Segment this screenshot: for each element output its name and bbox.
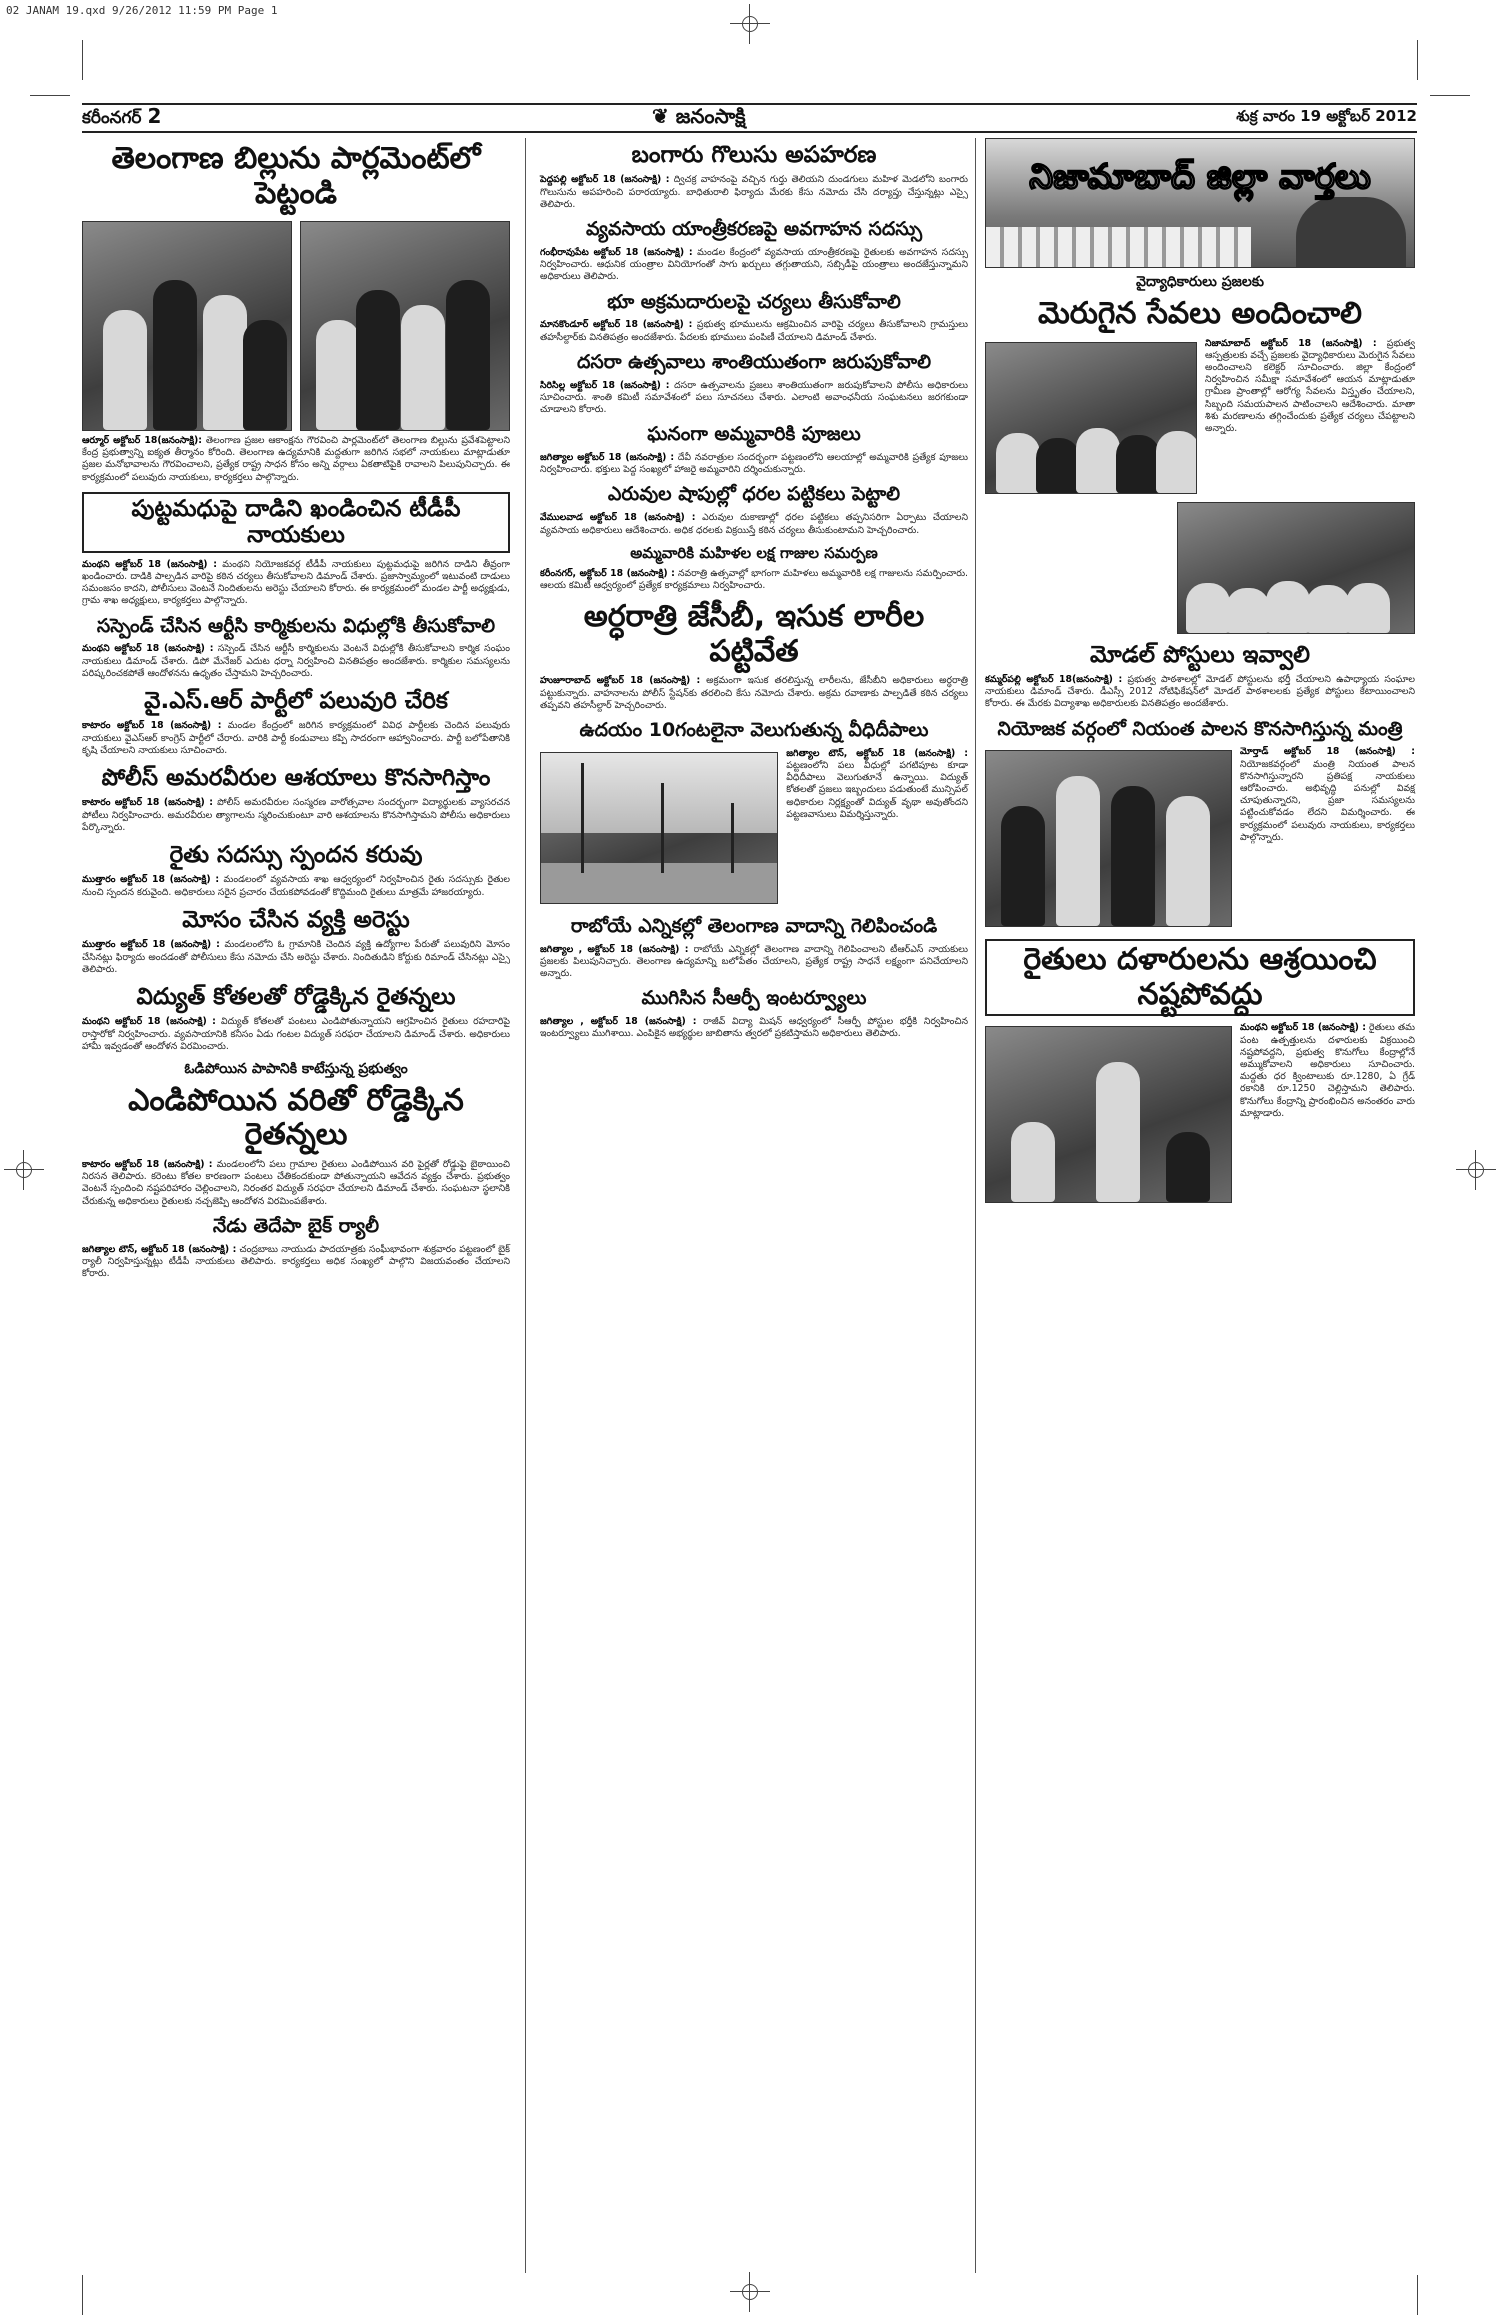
article-body: అక్రమంగా ఇసుక తరలిస్తున్న లారీలను, జేసీబీని అధికారులు అర్ధరాత్రి పట్టుకున్నారు. వాహనాలను పోలీస్ స్టేషన్‌కు తరలించి కేసు నమోదు చేశారు. అక్రమ రవాణాకు పాల్పడితే కఠిన చర్యలు తప్పవని తహసీల్దార్ హెచ్చరించారు. <box>540 675 969 711</box>
article-headline: నియోజక వర్గంలో నియంత పాలన కొనసాగిస్తున్న మంత్రి <box>997 717 1403 740</box>
banner-title: నిజామాబాద్ జిల్లా వార్తలు <box>1029 157 1371 197</box>
crop-mark <box>1417 2275 1418 2315</box>
dateline: జగిత్యాల అక్టోబర్ 18 (జనంసాక్షి) : <box>540 452 675 464</box>
meeting-photo <box>985 342 1197 494</box>
street-light-photo <box>540 752 778 904</box>
article-body: ఎరువుల దుకాణాల్లో ధరల పట్టికలు తప్పనిసరిగా ఏర్పాటు చేయాలని వ్యవసాయ అధికారులు ఆదేశించారు. అధిక ధరలకు విక్రయిస్తే కఠిన చర్యలు తీసుకుంటామని హెచ్చరించారు. <box>540 512 968 536</box>
crop-mark <box>82 2275 83 2315</box>
article-farmer-meet <box>82 842 510 899</box>
registration-mark-top <box>730 4 770 44</box>
edition-name: కరీంనగర్ <box>82 108 142 128</box>
dateline: మంథని అక్టోబర్ 18 (జనంసాక్షి) : <box>82 643 214 655</box>
article-body: మండలంలో వ్యవసాయ శాఖ ఆధ్వర్యంలో నిర్వహించిన రైతు సదస్సుకు రైతుల నుంచి స్పందన కరువైంది. అధికారులు సరైన ప్రచారం చేయకపోవడంతో కొద్దిమంది రైతులు మాత్రమే హాజరయ్యారు. <box>82 874 510 898</box>
article-kicker: వైద్యాధికారులు ప్రజలకు <box>1135 274 1264 290</box>
article-body: ద్విచక్ర వాహనంపై వచ్చిన గుర్తు తెలియని దుండగులు మహిళ మెడలోని బంగారు గొలుసును అపహరించి పరారయ్యారు. బాధితురాలి ఫిర్యాదు మేరకు కేసు నమోదు చేసి దర్యాప్తు చేస్తున్నట్లు ఎస్సై తెలిపారు. <box>540 174 968 210</box>
masthead <box>82 103 1417 133</box>
dateline: హుజూరాబాద్ అక్టోబర్ 18 (జనంసాక్షి) : <box>540 675 701 687</box>
article-headline: మోసం చేసిన వ్యక్తి అరెస్టు <box>182 906 410 933</box>
news-photo <box>300 221 510 431</box>
dateline: కాటారం అక్టోబర్ 18 (జనంసాక్షి) : <box>82 797 213 809</box>
article-dasara <box>540 352 968 416</box>
column-middle <box>540 138 968 1049</box>
article-headline: అమ్మవారికి మహిళల లక్ష గాజుల సమర్పణ <box>630 543 878 562</box>
article-body: చంద్రబాబు నాయుడు పాదయాత్రకు సంఘీభావంగా శుక్రవారం పట్టణంలో బైక్ ర్యాలీ నిర్వహిస్తున్నట్లు టీడీపీ నాయకులు తెలిపారు. కార్యకర్తలు అధిక సంఖ్యలో పాల్గొని విజయవంతం చేయాలని కోరారు. <box>82 1243 510 1280</box>
article-kicker: ఓడిపోయిన పాపానికి కాటేస్తున్న ప్రభుత్వం <box>184 1060 408 1077</box>
article-bangles <box>540 545 968 593</box>
column-rule <box>525 138 526 2273</box>
page-number: 2 <box>147 104 162 128</box>
article-headline: మోడల్ పోస్టులు ఇవ్వాలి <box>1090 641 1310 668</box>
article-headline: నేడు తెదేపా బైక్ ర్యాలీ <box>212 1214 380 1237</box>
article-body: దసరా ఉత్సవాలను ప్రజలు శాంతియుతంగా జరుపుకోవాలని పోలీసు అధికారులు సూచించారు. శాంతి కమిటీ సమావేశంలో పలు సూచనలు చేశారు. ఎలాంటి అవాంఛనీయ సంఘటనలు జరగకుండా చూడాలని కోరారు. <box>540 379 968 415</box>
photo-row <box>82 217 510 435</box>
article-headline: పోలీస్ అమరవీరుల ఆశయాలు కొనసాగిస్తాం <box>101 765 491 791</box>
dateline: ముత్తారం అక్టోబర్ 18 (జనంసాక్షి) : <box>82 939 220 951</box>
article-body: దేవీ నవరాత్రుల సందర్భంగా పట్టణంలోని ఆలయాల్లో అమ్మవారికి ప్రత్యేక పూజలు నిర్వహించారు. భక్తులు పెద్ద సంఖ్యలో హాజరై అమ్మవారిని దర్శించుకున్నారు. <box>540 452 968 476</box>
dateline: మంథని అక్టోబర్ 18 (జనంసాక్షి) : <box>1240 1022 1366 1034</box>
article-farmers-middlemen <box>985 939 1415 1207</box>
article-chain-snatching <box>540 142 968 211</box>
crop-mark <box>30 95 70 96</box>
registration-mark-right <box>1456 1150 1496 1190</box>
article-headline: రైతు సదస్సు స్పందన కరువు <box>169 842 423 869</box>
article-medical-services <box>985 274 1415 634</box>
article-ysr-party <box>82 688 510 757</box>
article-headline: ఘనంగా అమ్మవారికి పూజలు <box>647 423 861 446</box>
print-slug: 02 JANAM 19.qxd 9/26/2012 11:59 PM Page 1 <box>6 4 278 17</box>
article-headline: సస్పెండ్ చేసిన ఆర్టీసి కార్మికులను విధుల్లోకి తీసుకోవాలి <box>96 614 496 637</box>
article-body: పోలీస్ అమరవీరుల సంస్మరణ వారోత్సవాల సందర్భంగా విద్యార్థులకు వ్యాసరచన పోటీలు నిర్వహించారు. అమరవీరుల త్యాగాలను స్మరించుకుంటూ వారి ఆశయాలను కొనసాగిస్తామని పోలీసు అధికారులు పేర్కొన్నారు. <box>82 797 510 833</box>
article-headline: ఎండిపోయిన వరితో రోడ్డెక్కిన రైతన్నలు <box>128 1082 464 1153</box>
column-rule <box>975 138 976 2273</box>
paper-name-text: జనంసాక్షి <box>675 103 746 128</box>
dateline: జగిత్యాల టౌన్, అక్టోబర్ 18 (జనంసాక్షి) : <box>82 1243 237 1255</box>
dateline: జగిత్యాల , అక్టోబర్ 18 (జనంసాక్షి) : <box>540 943 689 955</box>
dam-illustration <box>986 227 1251 267</box>
article-body: రాబోయే ఎన్నికల్లో తెలంగాణ వాదాన్ని గెలిపించాలని టీఆర్ఎస్ నాయకులు ప్రజలకు పిలుపునిచ్చారు. తెలంగాణ ఉద్యమాన్ని బలోపేతం చేయాలని, ప్రత్యేక రాష్ట్ర సాధనే లక్ష్యంగా పనిచేయాలని అన్నారు. <box>540 943 968 980</box>
registration-mark-bottom <box>730 2272 770 2312</box>
article-headline: వై.ఎస్.ఆర్ పార్టీలో పలువురి చేరిక <box>144 687 448 714</box>
article-dried-paddy <box>82 1061 510 1208</box>
dateline: జగిత్యాల టౌన్, అక్టోబర్ 18 (జనంసాక్షి) : <box>786 747 968 759</box>
nizamabad-district-banner <box>985 138 1415 268</box>
dateline: కాటారం అక్టోబర్ 18 (జనంసాక్షి) : <box>82 1158 213 1170</box>
paper-name <box>652 104 746 133</box>
article-telangana-bill <box>82 142 510 484</box>
article-headline: తెలంగాణ బిల్లును పార్లమెంట్‌లో పెట్టండి <box>111 141 481 211</box>
article-headline: వ్యవసాయ యాంత్రీకరణపై అవగాహన సదస్సు <box>585 218 923 241</box>
article-body: ప్రభుత్వ భూములను ఆక్రమించిన వారిపై చర్యలు తీసుకోవాలని గ్రామస్తులు తహసీల్దార్‌కు వినతిపత్రం అందజేశారు. పేదలకు భూములు పంపిణీ చేయాలని డిమాండ్ చేశారు. <box>540 319 968 343</box>
article-headline: ఎరువుల షాపుల్లో ధరల పట్టికలు పెట్టాలి <box>607 483 901 506</box>
article-body: ప్రభుత్వ ఆస్పత్రులకు వచ్చే ప్రజలకు వైద్యాధికారులు మెరుగైన సేవలు అందించాలని కలెక్టర్ సూచించారు. జిల్లా కేంద్రంలో నిర్వహించిన సమీక్షా సమావేశంలో ఆయన మాట్లాడుతూ గ్రామీణ ప్రాంతాల్లో ఆరోగ్య సేవలను విస్తృతం చేయాలని, సిబ్బంది సమయపాలన పాటించాలని ఆదేశించారు. మాతా శిశు మరణాలను తగ్గించేందుకు ప్రత్యేక చర్యలు చేపట్టాలని అన్నారు. <box>1205 337 1415 434</box>
article-body: తెలంగాణ ప్రజల ఆకాంక్షను గౌరవించి పార్లమెంట్‌లో తెలంగాణ బిల్లును ప్రవేశపెట్టాలని కేంద్ర ప్రభుత్వాన్ని ఐక్యత తీర్మానం కోరింది. తెలంగాణ ఉద్యమానికి మద్దతుగా జరిగిన సభలో నాయకులు మాట్లాడుతూ ప్రజల మనోభావాలను గౌరవించాలని, ప్రత్యేక రాష్ట్ర సాధన కోసం అన్ని వర్గాలు ఏకతాటిపైకి రావాలని పిలుపునిచ్చారు. ఈ కార్యక్రమంలో పలువురు నాయకులు, కార్యకర్తలు పాల్గొన్నారు. <box>82 435 510 483</box>
paper-logo-icon: ❦ <box>652 103 676 128</box>
article-headline: ముగిసిన సీఆర్పీ ఇంటర్వ్యూలు <box>641 987 867 1010</box>
article-headline: రైతులు దళారులను ఆశ్రయించి నష్టపోవద్దు <box>985 939 1415 1016</box>
dateline: ఆర్మూర్ అక్టోబర్ 18(జనంసాక్షి): <box>82 435 203 446</box>
article-power-cuts <box>82 984 510 1053</box>
column-right <box>985 138 1415 1215</box>
dateline: కాటారం అక్టోబర్ 18 (జనంసాక్షి) : <box>82 720 222 732</box>
article-fraud-arrest <box>82 907 510 976</box>
article-street-lights <box>540 720 968 908</box>
dateline: ముత్తారం అక్టోబర్ 18 (జనంసాక్షి) : <box>82 874 220 886</box>
masthead-edition <box>82 104 161 132</box>
article-body: నియోజకవర్గంలో మంత్రి నియంత పాలన కొనసాగిస్తున్నారని ప్రతిపక్ష నాయకులు ఆరోపించారు. అభివృద్ధి పనుల్లో వివక్ష చూపుతున్నారని, ప్రజా సమస్యలను పట్టించుకోవడం లేదని విమర్శించారు. ఈ కార్యక్రమంలో పలువురు నాయకులు, కార్యకర్తలు పాల్గొన్నారు. <box>1240 758 1415 843</box>
crop-mark <box>1417 40 1418 80</box>
article-mechanization <box>540 219 968 283</box>
article-body: ప్రభుత్వ పాఠశాలల్లో మోడల్ పోస్టులను భర్తీ చేయాలని ఉపాధ్యాయ సంఘాల నాయకులు డిమాండ్ చేశారు. డీఎస్సీ 2012 నోటిఫికేషన్‌లో మోడల్ పాఠశాలలకు ప్రత్యేక పోస్టులు కేటాయించాలని కోరారు. ఈ మేరకు విద్యాశాఖ అధికారులకు వినతిపత్రం అందజేశారు. <box>985 673 1416 710</box>
article-body: మండల కేంద్రంలో వ్యవసాయ యాంత్రీకరణపై రైతులకు అవగాహన సదస్సు నిర్వహించారు. ఆధునిక యంత్రాల వినియోగంతో సాగు ఖర్చులు తగ్గుతాయని, సబ్సిడీపై యంత్రాలు అందజేస్తున్నామని అధికారులు తెలిపారు. <box>540 246 968 283</box>
audience-photo <box>1177 502 1416 634</box>
article-body: మంథని నియోజకవర్గ టీడీపీ నాయకులు పుట్టమధుపై జరిగిన దాడిని తీవ్రంగా ఖండించారు. దాడికి పాల్పడిన వారిపై కఠిన చర్యలు తీసుకోవాలని డిమాండ్ చేశారు. ప్రజాస్వామ్యంలో ఇటువంటి దాడులు సమంజసం కాదని, పోలీసులు వెంటనే నిందితులను అరెస్టు చేయాలని కోరారు. ఈ కార్యక్రమంలో మండల పార్టీ అధ్యక్షుడు, గ్రామ శాఖ అధ్యక్షులు, కార్యకర్తలు పాల్గొన్నారు. <box>82 558 510 607</box>
dateline: మంథని అక్టోబర్ 18 (జనంసాక్షి) : <box>82 558 217 570</box>
article-headline: మెరుగైన సేవలు అందించాలి <box>1037 296 1363 331</box>
article-body: నవరాత్రి ఉత్సవాల్లో భాగంగా మహిళలు అమ్మవారికి లక్ష గాజులను సమర్పించారు. ఆలయ కమిటీ ఆధ్వర్యంలో ప్రత్యేక కార్యక్రమాలు నిర్వహించారు. <box>540 567 968 592</box>
dateline: మంథని అక్టోబర్ 18 (జనంసాక్షి) : <box>82 1016 216 1028</box>
dateline: జగిత్యాల , అక్టోబర్ 18 (జనంసాక్షి) : <box>540 1016 697 1028</box>
crop-mark <box>82 40 83 80</box>
dateline: మానకొండూర్ అక్టోబర్ 18 (జనంసాక్షి) : <box>540 319 693 331</box>
dateline: వేములవాడ అక్టోబర్ 18 (జనంసాక్షి) : <box>540 512 696 524</box>
article-body: మండలంలోని ఓ గ్రామానికి చెందిన వ్యక్తి ఉద్యోగాల పేరుతో పలువురిని మోసం చేసినట్లు ఫిర్యాదు అందడంతో పోలీసులు కేసు నమోదు చేసి అరెస్టు చేశారు. నిందితుడిని కోర్టుకు రిమాండ్ చేసినట్లు ఎస్సై తెలిపారు. <box>82 939 510 975</box>
article-body: పట్టణంలోని పలు వీధుల్లో పగటిపూట కూడా వీధిదీపాలు వెలుగుతూనే ఉన్నాయి. విద్యుత్ కోతలతో ప్రజలు ఇబ్బందులు పడుతుంటే మున్సిపల్ అధికారుల నిర్లక్ష్యంతో విద్యుత్ వృథా అవుతోందని పట్టణవాసులు విమర్శిస్తున్నారు. <box>786 760 968 820</box>
article-body: సస్పెండ్ చేసిన ఆర్టీసీ కార్మికులను వెంటనే విధుల్లోకి తీసుకోవాలని కార్మిక సంఘం నాయకులు డిమాండ్ చేశారు. డిపో మేనేజర్ ఎదుట ధర్నా నిర్వహించి వినతిపత్రం అందజేశారు. కార్మికుల సమస్యలను పరిష్కరించకపోతే ఆందోళనను ఉధృతం చేస్తామని హెచ్చరించారు. <box>82 643 510 679</box>
fort-illustration <box>1296 197 1406 267</box>
crop-mark <box>1430 95 1470 96</box>
article-body: మండల కేంద్రంలో జరిగిన కార్యక్రమంలో వివిధ పార్టీలకు చెందిన పలువురు నాయకులు వైఎస్ఆర్ కాంగ్రెస్ పార్టీలో చేరారు. వారికి పార్టీ కండువాలు కప్పి సాదరంగా ఆహ్వానించారు. పార్టీ బలోపేతానికి కృషి చేయాలని నాయకులు సూచించారు. <box>82 720 510 756</box>
article-headline: బంగారు గొలుసు అపహరణ <box>631 142 877 168</box>
procurement-photo <box>985 1026 1232 1203</box>
article-land-grabbers <box>540 292 968 344</box>
column-left <box>82 138 510 1288</box>
article-headline: పుట్టమధుపై దాడిని ఖండించిన టీడీపీ నాయకులు <box>82 492 510 553</box>
article-headline: భూ అక్రమదారులపై చర్యలు తీసుకోవాలి <box>607 290 901 313</box>
article-sand-lorries <box>540 600 968 712</box>
dateline: కమ్మర్‌పల్లి అక్టోబర్ 18(జనంసాక్షి) : <box>985 673 1123 685</box>
article-minister-rule <box>985 719 1415 932</box>
dateline: పెద్దపల్లి అక్టోబర్ 18 (జనంసాక్షి) : <box>540 174 670 186</box>
article-bike-rally <box>82 1216 510 1280</box>
article-body: రాజీవ్ విద్యా మిషన్ ఆధ్వర్యంలో సీఆర్పీ పోస్టుల భర్తీకి నిర్వహించిన ఇంటర్వ్యూలు ముగిశాయి. ఎంపికైన అభ్యర్థుల జాబితాను త్వరలో ప్రకటిస్తామని అధికారులు తెలిపారు. <box>540 1016 968 1040</box>
article-rtc-workers <box>82 616 510 680</box>
article-puttamadhu <box>82 492 510 608</box>
article-body: విద్యుత్ కోతలతో పంటలు ఎండిపోతున్నాయని ఆగ్రహించిన రైతులు రహదారిపై రాస్తారోకో నిర్వహించారు. వ్యవసాయానికి కనీసం ఏడు గంటల విద్యుత్ సరఫరా చేయాలని డిమాండ్ చేశారు. అధికారులు హామీ ఇవ్వడంతో ఆందోళన విరమించారు. <box>82 1016 510 1052</box>
article-headline: అర్ధరాత్రి జేసీబీ, ఇసుక లారీల పట్టివేత <box>583 599 925 669</box>
article-police-martyrs <box>82 765 510 834</box>
article-crp-interviews <box>540 988 968 1040</box>
article-fertilizer-prices <box>540 484 968 536</box>
dateline: నిజామాబాద్ అక్టోబర్ 18 (జనంసాక్షి) : <box>1205 337 1377 349</box>
article-model-posts <box>985 642 1415 711</box>
article-telangana-elections <box>540 916 968 980</box>
registration-mark-left <box>4 1150 44 1190</box>
news-photo <box>82 221 292 431</box>
article-headline: రాబోయే ఎన్నికల్లో తెలంగాణ వాదాన్ని గెలిపించండి <box>570 914 938 937</box>
article-body: రైతులు తమ పంట ఉత్పత్తులను దళారులకు విక్రయించి నష్టపోవద్దని, ప్రభుత్వ కొనుగోలు కేంద్రాల్లోనే అమ్ముకోవాలని అధికారులు సూచించారు. మద్దతు ధర క్వింటాలుకు రూ.1280, ఏ గ్రేడ్ రకానికి రూ.1250 చెల్లిస్తామని తెలిపారు. కొనుగోలు కేంద్రాన్ని ప్రారంభించిన అనంతరం వారు మాట్లాడారు. <box>1240 1022 1415 1119</box>
issue-date: శుక్ర వారం 19 అక్టోబర్ 2012 <box>1236 107 1417 125</box>
article-headline: ఉదయం 10గంటలైనా వెలుగుతున్న వీధిదీపాలు <box>579 718 929 741</box>
article-headline: దసరా ఉత్సవాలు శాంతియుతంగా జరుపుకోవాలి <box>576 350 932 373</box>
dateline: గంభీరావుపేట అక్టోబర్ 18 (జనంసాక్షి) : <box>540 246 693 258</box>
group-photo <box>985 750 1232 927</box>
article-headline: విద్యుత్ కోతలతో రోడ్డెక్కిన రైతన్నలు <box>136 983 456 1010</box>
article-ammavari-puja <box>540 424 968 476</box>
dateline: కరీంనగర్, అక్టోబర్ 18 (జనంసాక్షి) : <box>540 567 675 579</box>
dateline: సిరిసిల్ల అక్టోబర్ 18 (జనంసాక్షి) : <box>540 379 670 391</box>
dateline: మోర్తాడ్ అక్టోబర్ 18 (జనంసాక్షి) : <box>1240 746 1415 758</box>
article-body: మండలంలోని పలు గ్రామాల రైతులు ఎండిపోయిన వరి పైర్లతో రోడ్డుపై బైఠాయించి నిరసన తెలిపారు. కరెంటు కోతల కారణంగా పంటలు చేతికందకుండా పోతున్నాయని ఆవేదన వ్యక్తం చేశారు. ప్రభుత్వం వెంటనే స్పందించి నష్టపరిహారం చెల్లించాలని, నిరంతర విద్యుత్ సరఫరా చేయాలని డిమాండ్ చేశారు. సంఘటనా స్థలానికి చేరుకున్న అధికారులు రైతులకు నచ్చజెప్పి ఆందోళన విరమింపజేశారు. <box>82 1158 511 1207</box>
